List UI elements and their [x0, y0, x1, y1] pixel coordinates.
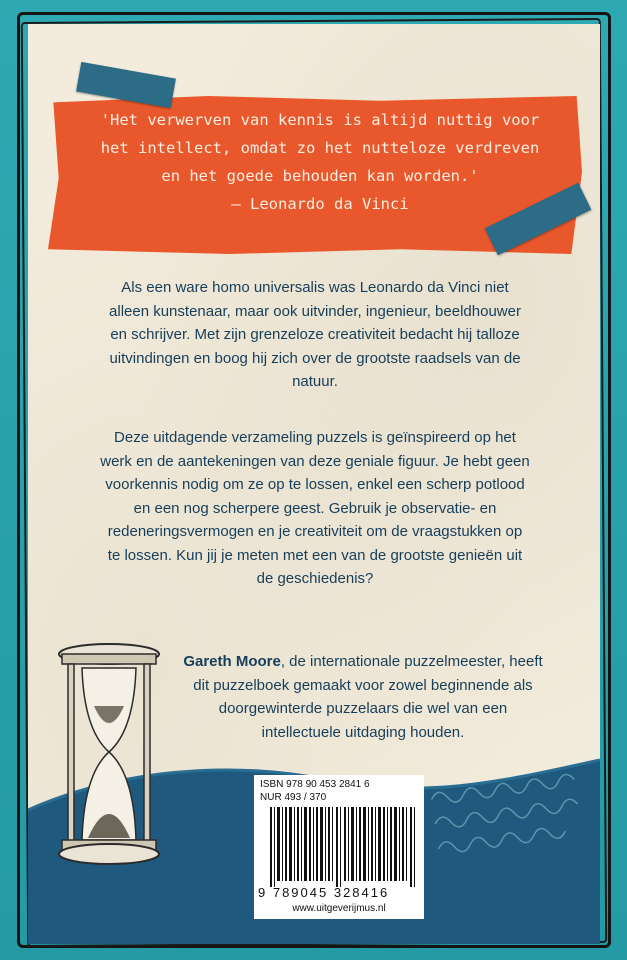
author-name: Gareth Moore — [183, 653, 281, 670]
paragraph-author — [178, 650, 548, 744]
quote-line-2: het intellect, omdat zo het nutteloze verdreven — [100, 139, 540, 157]
paragraph-intro: Als een ware homo universalis was Leonardo da Vinci niet alleen kunstenaar, maar ook uitvinder, ingenieur, beeldhouwer en schrijver. Met zijn grenzeloze creativiteit bedacht hij talloze uitvindingen en boog hij zich over de grootste raadsels van de natuur. — [109, 279, 521, 390]
barcode-icon — [270, 807, 420, 887]
quote-author: – Leonardo da Vinci — [231, 195, 409, 213]
quote — [80, 106, 560, 218]
paragraph-description: Deze uitdagende verzameling puzzels is geïnspireerd op het werk en de aantekeningen van deze geniale figuur. Je hebt geen voorkennis nodig om ze op te lossen, enkel een scherp potlood en een nog scherpere geest. Gebruik je observatie- en redeneringsvermogen en je creativiteit om de vraagstukken op te lossen. Kun jij je meten met een van de grootste genieën uit de geschiedenis? — [100, 429, 530, 587]
nur: NUR 493 / 370 — [260, 792, 327, 803]
publisher-url: www.uitgeverijmus.nl — [292, 903, 386, 914]
author-description: , de internationale puzzelmeester, heeft dit puzzelboek gemaakt voor zowel beginnende als doorgewinterde puzzelaars die wel van een intellectuele uitdaging houden. — [193, 653, 543, 741]
barcode-number: 9 789045 328416 — [258, 885, 390, 900]
quote-line-3: en het goede behouden kan worden.' — [161, 167, 479, 185]
hourglass-icon — [54, 640, 164, 870]
quote-line-1: 'Het verwerven van kennis is altijd nuttig voor — [100, 111, 540, 129]
barcode-box — [254, 775, 424, 919]
isbn: ISBN 978 90 453 2841 6 — [260, 779, 370, 790]
